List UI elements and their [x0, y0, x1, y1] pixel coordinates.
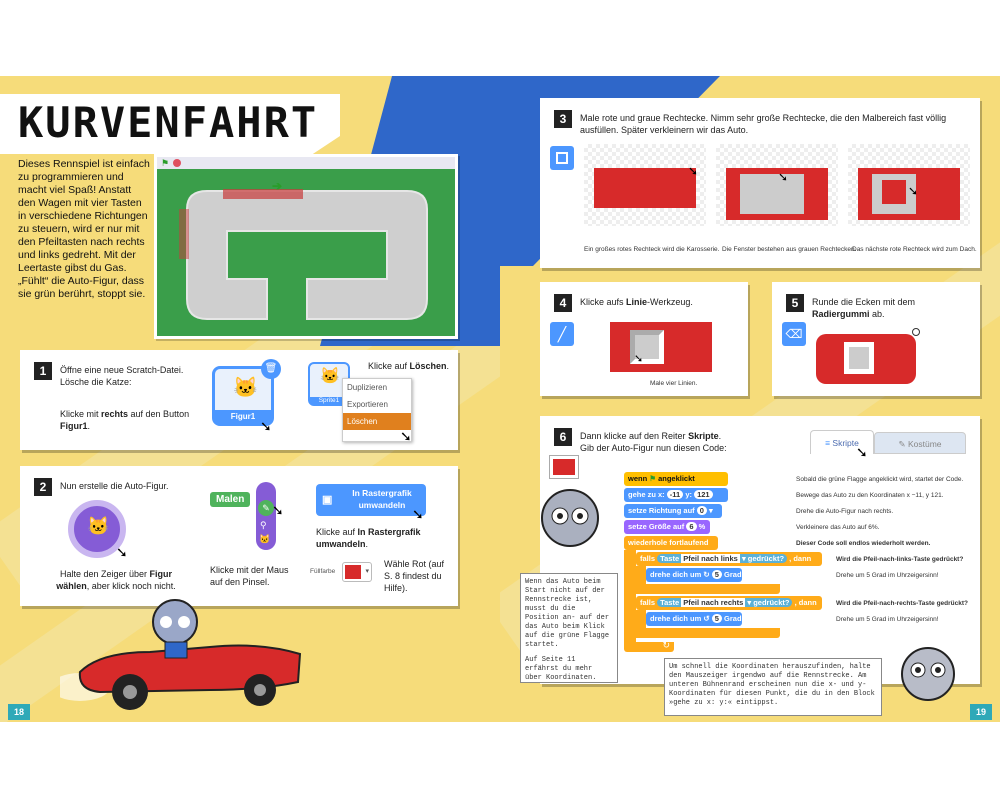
sprite-figur1-button[interactable]: [212, 363, 278, 426]
step-5-text: Runde die Ecken mit dem Radiergummi ab.: [812, 297, 916, 319]
robot-illustration: [530, 478, 610, 558]
right-page: [500, 76, 1000, 722]
brush-icon-2: ✎: [898, 439, 908, 449]
robot-illustration-2: [888, 640, 968, 710]
rotate-ccw-icon: ↺: [703, 614, 710, 623]
step-2-number: 2: [34, 478, 52, 496]
menu-item-duplicate[interactable]: Duplizieren: [347, 383, 388, 392]
step-2-text-d: Klicke auf In Rastergrafik umwandeln.: [316, 527, 421, 549]
step-2-text-c: Klicke mit der Maus auf den Pinsel.: [210, 565, 289, 587]
sprite1-label: Sprite1: [310, 397, 348, 404]
costume-thumbnail-icon: [550, 456, 578, 478]
comment-2: Bewege das Auto zu den Koordinaten x −11, y 121.: [796, 492, 944, 499]
step-1-text-c: Klicke auf Löschen.: [368, 361, 450, 371]
cursor-icon-2: ➘: [400, 428, 412, 444]
rotate-cw-icon: ↻: [703, 570, 710, 579]
green-flag-icon-2: ⚑: [649, 474, 656, 483]
cursor-icon-3: ➘: [116, 544, 128, 560]
image-icon: ▣: [322, 494, 333, 506]
step-1-number: 1: [34, 362, 52, 380]
eraser-cursor-icon: [912, 328, 920, 336]
step-2-text-b: Halte den Zeiger über Figur wählen, aber klick noch nicht.: [56, 569, 176, 591]
step-2-panel: [20, 466, 458, 606]
rectangle-tool-icon[interactable]: [550, 146, 574, 170]
fill-color-picker[interactable]: [342, 562, 372, 582]
forever-bracket: [624, 550, 636, 646]
page-number-left: 18: [8, 704, 30, 720]
tab-scripts[interactable]: ≡ Skripte: [810, 430, 874, 454]
caption-4: Male vier Linien.: [650, 380, 698, 387]
convert-to-bitmap-button[interactable]: [316, 484, 426, 516]
canvas-5: [816, 334, 916, 384]
caption-1: Ein großes rotes Rechteck wird die Karosserie.: [584, 246, 720, 253]
robot-car-illustration: [60, 592, 320, 722]
step-6-text-a: Dann klicke auf den Reiter Skripte.: [580, 431, 722, 441]
block-turn-right[interactable]: drehe dich um ↻ 5 Grad: [646, 568, 742, 582]
sprite-figur1-label: Figur1: [215, 410, 271, 423]
step-4-panel: [540, 282, 748, 396]
comment-8: Wird die Pfeil-nach-rechts-Taste gedrückt?: [836, 600, 969, 607]
menu-item-export[interactable]: Exportieren: [347, 400, 388, 409]
search-icon[interactable]: ⚲: [260, 520, 267, 530]
step-5-number: 5: [786, 294, 804, 312]
cat-icon-2: 🐱: [320, 368, 340, 385]
brush-icon[interactable]: ✎: [258, 500, 274, 516]
canvas-3: ➘: [848, 144, 970, 226]
block-set-size[interactable]: setze Größe auf 6 %: [624, 520, 710, 534]
caption-2: Die Fenster bestehen aus grauen Rechtecken.: [722, 246, 857, 253]
block-goto[interactable]: gehe zu x: -11 y: 121: [624, 488, 728, 502]
tab-costumes[interactable]: ✎ Kostüme: [874, 432, 966, 454]
stop-icon[interactable]: [173, 159, 181, 167]
step-1-text-a: Öffne eine neue Scratch-Datei. Lösche die Katze:: [60, 365, 184, 387]
loop-arrow-icon: ↻: [662, 640, 670, 650]
step-6-number: 6: [554, 428, 572, 446]
fill-color-label: Füllfarbe: [310, 568, 336, 575]
direction-arrow-icon: ➔: [272, 179, 283, 193]
step-3-panel: [540, 98, 980, 268]
block-point-direction[interactable]: setze Richtung auf 0 ▾: [624, 504, 722, 518]
intro-text: Dieses Rennspiel ist einfach zu programmieren und macht viel Spaß! Anstatt den Wagen mit vier Tasten in verschiedene Richtungen zu steuern, wird er nur mit den Pfeiltasten nach rechts und links gedreht. Mit der Leertaste gibst du Gas. „Fühlt“ die Auto-Figur, dass sie grün berührt, stoppt sie.: [18, 158, 150, 300]
cat-small-icon[interactable]: 🐱: [259, 534, 271, 544]
chevron-down-icon: ▾: [365, 568, 369, 575]
step-1-text-b: Klicke mit rechts auf den Button Figur1.: [60, 409, 190, 431]
menu-item-delete[interactable]: Löschen: [343, 413, 411, 430]
comment-7: Drehe um 5 Grad im Uhrzeigersinn!: [836, 572, 939, 579]
forever-end: [624, 642, 674, 652]
eraser-tool-icon[interactable]: ⌫: [782, 322, 806, 346]
cursor-icon-6: ➘: [856, 444, 868, 460]
paint-label: Malen: [210, 492, 250, 507]
book-spread: [0, 76, 1000, 722]
cat-plus-icon: 🐱: [87, 516, 110, 536]
cursor-icon-4: ➘: [272, 502, 284, 518]
canvas-2: ➘: [716, 144, 838, 226]
block-if-right[interactable]: falls Taste Pfeil nach rechts ▾ gedrückt? , dann: [636, 596, 822, 610]
page-title: KURVENFAHRT: [18, 98, 319, 147]
cat-icon: 🐱: [233, 377, 258, 399]
step-4-number: 4: [554, 294, 572, 312]
step-3-text: Male rote und graue Rechtecke. Nimm sehr große Rechtecke, die den Malbereich fast völlig ausfüllen. Später verkleinern wir das Auto.: [580, 113, 947, 135]
canvas-1: ➘: [584, 144, 706, 226]
note-left: Wenn das Auto beim Start nicht auf der Rennstrecke ist, musst du die Position an- auf der das Auto beim Klick auf die grüne Flagge startet. Auf Seite 11 erfährst du mehr über Koordinaten.: [520, 573, 618, 683]
if-left-end: [636, 584, 780, 594]
convert-button-label: In Rastergrafik umwandeln: [352, 488, 412, 510]
note-bottom: Um schnell die Koordinaten herauszufinden, halte den Mauszeiger irgendwo auf die Rennstrecke. Am unteren Bühnenrand erscheinen nun die x- und y-Koordinaten für diesen Punkt, die du in den Block »gehe zu x: y:« eintippst.: [664, 658, 882, 716]
comment-9: Drehe um 5 Grad im Uhrzeigersinn!: [836, 616, 939, 623]
step-3-number: 3: [554, 110, 572, 128]
green-flag-icon[interactable]: ⚑: [161, 158, 170, 168]
step-1-panel: [20, 350, 458, 450]
comment-3: Drehe die Auto-Figur nach rechts.: [796, 508, 894, 515]
scratch-stage: [154, 154, 458, 339]
left-page: [0, 76, 500, 722]
code-icon: ≡: [825, 438, 833, 448]
comment-1: Sobald die grüne Flagge angeklickt wird, startet der Code.: [796, 476, 964, 483]
block-forever[interactable]: wiederhole fortlaufend: [624, 536, 718, 550]
cursor-icon: ➘: [260, 418, 272, 434]
step-6-text-c: Gib der Auto-Figur nun diesen Code:: [580, 443, 727, 453]
race-track: [157, 169, 455, 339]
cursor-icon-5: ➘: [412, 506, 424, 522]
comment-4: Verkleinere das Auto auf 6%.: [796, 524, 880, 531]
step-5-panel: [772, 282, 980, 396]
block-if-left[interactable]: falls Taste Pfeil nach links ▾ gedrückt? , dann: [636, 552, 822, 566]
comment-5: Dieser Code soll endlos wiederholt werden.: [796, 540, 931, 547]
step-2-text-a: Nun erstelle die Auto-Figur.: [60, 481, 169, 491]
caption-3: Das nächste rote Rechteck wird zum Dach.: [852, 246, 977, 253]
comment-6: Wird die Pfeil-nach-links-Taste gedrückt?: [836, 556, 964, 563]
line-tool-icon[interactable]: ╱: [550, 322, 574, 346]
step-4-text: Klicke aufs Linie-Werkzeug.: [580, 297, 693, 307]
page-number-right: 19: [970, 704, 992, 720]
step-2-text-e: Wähle Rot (auf S. 8 findest du Hilfe).: [384, 559, 445, 593]
trash-icon[interactable]: 🗑: [261, 359, 281, 379]
block-turn-left[interactable]: drehe dich um ↺ 5 Grad: [646, 612, 742, 626]
block-when-flag[interactable]: wenn ⚑ angeklickt: [624, 472, 728, 486]
canvas-4: ➘: [610, 322, 712, 372]
if-right-end: [636, 628, 780, 638]
